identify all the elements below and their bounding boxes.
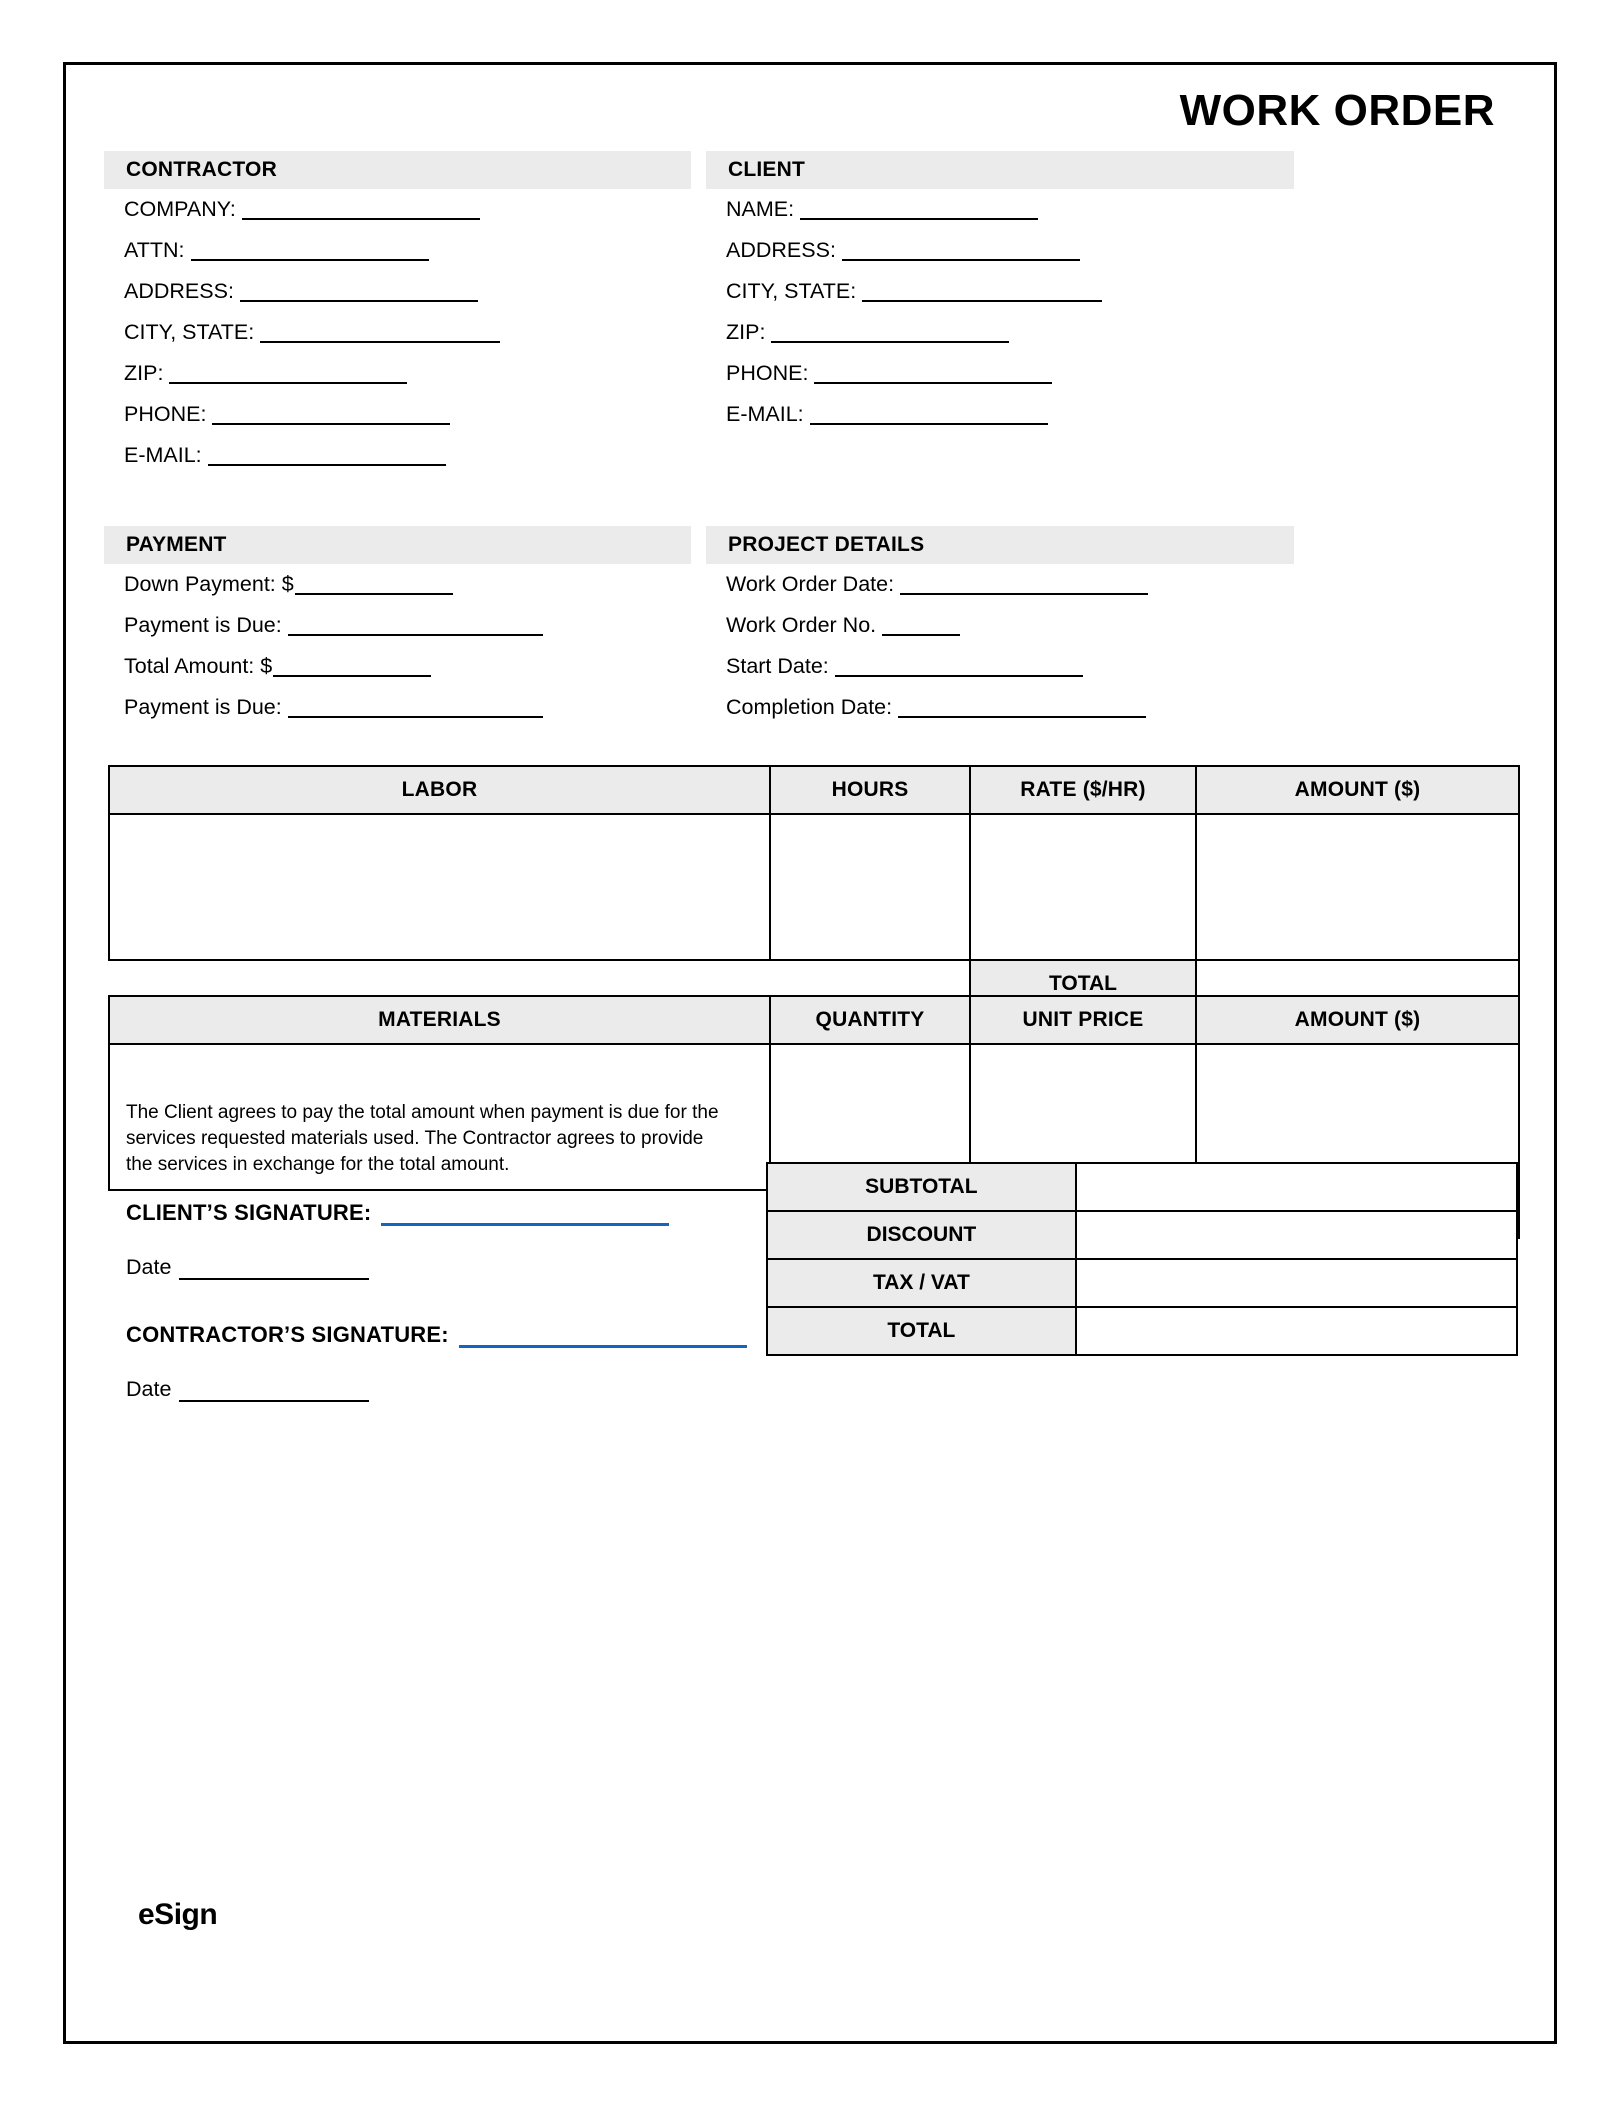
contractor-date-label: Date [126, 1377, 172, 1401]
field-label: Work Order No. [726, 613, 877, 637]
field-contractor-email [124, 444, 446, 466]
field-label: CITY, STATE: [124, 320, 255, 344]
labor-table-header-row [109, 766, 1519, 814]
materials-col-amount: AMOUNT ($) [1196, 996, 1519, 1044]
field-label: ATTN: [124, 238, 185, 262]
field-contractor-address [124, 280, 478, 302]
labor-cell-labor[interactable] [109, 814, 770, 960]
contractor-date-input[interactable] [179, 1383, 369, 1402]
field-label: Total Amount: $ [124, 654, 273, 678]
field-contractor-city-state [124, 321, 500, 343]
field-payment-due-1 [124, 614, 543, 636]
summary-label-subtotal: SUBTOTAL [767, 1163, 1076, 1211]
client-date-input[interactable] [179, 1261, 369, 1280]
section-header-contractor: CONTRACTOR [104, 151, 691, 189]
materials-col-quantity: QUANTITY [770, 996, 970, 1044]
summary-row-discount [767, 1211, 1517, 1259]
labor-col-hours: HOURS [770, 766, 970, 814]
field-contractor-phone [124, 403, 450, 425]
summary-row-tax-vat [767, 1259, 1517, 1307]
client-signature-input[interactable] [381, 1205, 669, 1226]
labor-cell-amount[interactable] [1196, 814, 1519, 960]
field-label: Payment is Due: [124, 613, 282, 637]
field-input-company[interactable] [242, 201, 480, 220]
field-work-order-date [726, 573, 1148, 595]
field-down-payment [124, 573, 453, 595]
summary-label-total: TOTAL [767, 1307, 1076, 1355]
field-contractor-company [124, 198, 480, 220]
field-total-amount [124, 655, 431, 677]
contractor-signature-input[interactable] [459, 1327, 747, 1348]
field-client-address [726, 239, 1080, 261]
field-label: ZIP: [124, 361, 164, 385]
client-signature-label: CLIENT’S SIGNATURE: [126, 1200, 372, 1225]
field-label: CITY, STATE: [726, 279, 857, 303]
labor-cell-hours[interactable] [770, 814, 970, 960]
labor-cell-rate[interactable] [970, 814, 1196, 960]
summary-value-discount[interactable] [1076, 1211, 1517, 1259]
field-label: NAME: [726, 197, 795, 221]
summary-value-subtotal[interactable] [1076, 1163, 1517, 1211]
field-contractor-zip [124, 362, 407, 384]
field-label: Payment is Due: [124, 695, 282, 719]
materials-col-unit-price: UNIT PRICE [970, 996, 1196, 1044]
field-client-name [726, 198, 1038, 220]
field-input-payment-due-2[interactable] [288, 699, 543, 718]
field-label: E-MAIL: [726, 402, 804, 426]
field-label: COMPANY: [124, 197, 236, 221]
contractor-signature-row [126, 1322, 747, 1348]
field-label: ZIP: [726, 320, 766, 344]
labor-col-rate: RATE ($/HR) [970, 766, 1196, 814]
field-label: Completion Date: [726, 695, 893, 719]
field-input-total-amount[interactable] [273, 658, 431, 677]
field-input-down-payment[interactable] [295, 576, 453, 595]
field-input-email[interactable] [208, 447, 446, 466]
section-header-client: CLIENT [706, 151, 1294, 189]
document-page [63, 62, 1557, 2044]
field-input-attn[interactable] [191, 242, 429, 261]
agreement-text: The Client agrees to pay the total amount when payment is due for the services requested materials used. The Contractor agrees to provide the services in exchange for the total amount. [126, 1102, 719, 1175]
summary-label-discount: DISCOUNT [767, 1211, 1076, 1259]
labor-col-labor: LABOR [109, 766, 770, 814]
field-input-address[interactable] [240, 283, 478, 302]
field-contractor-attn [124, 239, 429, 261]
labor-table [108, 765, 1520, 1009]
field-start-date [726, 655, 1083, 677]
labor-total-label: TOTAL [970, 960, 1196, 1008]
field-input-client-email[interactable] [810, 406, 1048, 425]
field-input-start-date[interactable] [835, 658, 1083, 677]
field-client-city-state [726, 280, 1102, 302]
section-header-project-details: PROJECT DETAILS [706, 526, 1294, 564]
field-label: Down Payment: $ [124, 572, 294, 596]
materials-col-materials: MATERIALS [109, 996, 770, 1044]
summary-row-total [767, 1307, 1517, 1355]
field-label: ADDRESS: [124, 279, 234, 303]
field-input-client-name[interactable] [800, 201, 1038, 220]
field-work-order-no [726, 614, 960, 636]
summary-row-subtotal [767, 1163, 1517, 1211]
field-input-completion-date[interactable] [898, 699, 1146, 718]
contractor-signature-label: CONTRACTOR’S SIGNATURE: [126, 1322, 449, 1347]
labor-table-row [109, 814, 1519, 960]
field-input-client-address[interactable] [842, 242, 1080, 261]
page-title: WORK ORDER [1179, 86, 1495, 135]
field-client-phone [726, 362, 1052, 384]
field-input-work-order-no[interactable] [882, 617, 960, 636]
field-input-client-phone[interactable] [814, 365, 1052, 384]
summary-value-total[interactable] [1076, 1307, 1517, 1355]
field-client-zip [726, 321, 1009, 343]
field-label: Work Order Date: [726, 572, 895, 596]
field-label: PHONE: [726, 361, 809, 385]
field-input-phone[interactable] [212, 406, 450, 425]
field-payment-due-2 [124, 696, 543, 718]
contractor-date-row [126, 1377, 369, 1402]
field-input-client-city-state[interactable] [862, 283, 1102, 302]
field-input-zip[interactable] [169, 365, 407, 384]
labor-col-amount: AMOUNT ($) [1196, 766, 1519, 814]
summary-table [766, 1162, 1518, 1356]
field-completion-date [726, 696, 1146, 718]
client-date-row [126, 1255, 369, 1280]
esign-logo: eSign [138, 1898, 218, 1931]
field-input-city-state[interactable] [260, 324, 500, 343]
client-signature-row [126, 1200, 669, 1226]
field-input-payment-due-1[interactable] [288, 617, 543, 636]
field-label: Start Date: [726, 654, 829, 678]
summary-value-tax-vat[interactable] [1076, 1259, 1517, 1307]
materials-table-header-row [109, 996, 1519, 1044]
field-input-work-order-date[interactable] [900, 576, 1148, 595]
client-date-label: Date [126, 1255, 172, 1279]
field-client-email [726, 403, 1048, 425]
field-label: ADDRESS: [726, 238, 836, 262]
field-input-client-zip[interactable] [771, 324, 1009, 343]
field-label: E-MAIL: [124, 443, 202, 467]
field-label: PHONE: [124, 402, 207, 426]
summary-label-tax-vat: TAX / VAT [767, 1259, 1076, 1307]
section-header-payment: PAYMENT [104, 526, 691, 564]
